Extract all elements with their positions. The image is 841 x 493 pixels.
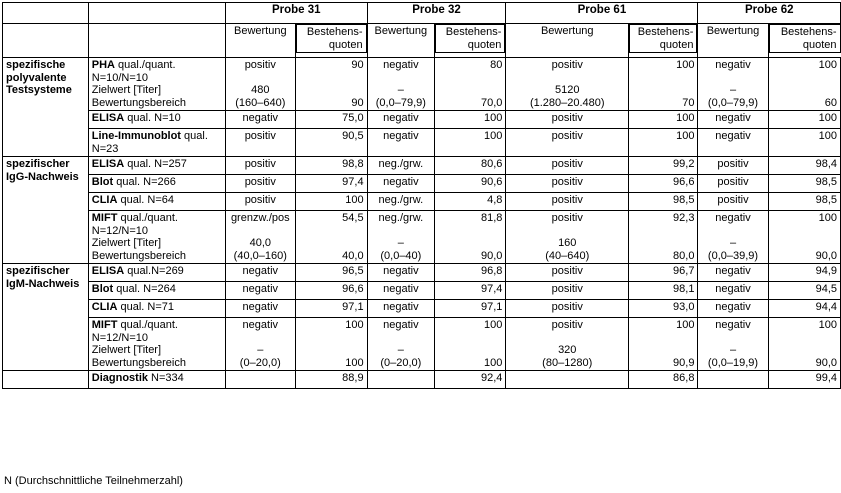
quoten-cell: 80 70,0 — [435, 58, 506, 111]
bewertung-cell: grenzw./pos 40,0 (40,0–160) — [225, 211, 295, 264]
table-row-diagnostik — [3, 371, 841, 389]
bewertung-cell: positiv — [698, 157, 768, 175]
quoten-cell: 100 90,9 — [629, 318, 698, 371]
quoten-cell: 97,4 — [295, 175, 367, 193]
table-row-clia3 — [3, 300, 841, 318]
quoten-cell: 97,4 — [435, 282, 506, 300]
table-row-blot3 — [3, 282, 841, 300]
bewertung-cell: positiv — [225, 175, 295, 193]
empty-cell — [367, 371, 435, 389]
probe-header: Probe 61 — [506, 3, 698, 24]
test-name-cell: CLIA qual. N=64 — [88, 193, 225, 211]
empty-cell — [698, 371, 768, 389]
empty-cell — [3, 371, 89, 389]
corner-cell — [3, 3, 89, 24]
table-row-mift2 — [3, 211, 841, 264]
table-row-elisa2 — [3, 157, 841, 175]
quoten-cell: 80,6 — [435, 157, 506, 175]
quoten-cell: 86,8 — [629, 371, 698, 389]
group-label: spezifische polyvalente Testsysteme — [3, 58, 89, 157]
bewertung-cell: negativ – (0,0–39,9) — [698, 211, 768, 264]
bewertung-cell: positiv 320 (80–1280) — [506, 318, 629, 371]
test-name-cell: PHA qual./quant. N=10/N=10 Zielwert [Titer] Bewertungsbereich — [88, 58, 225, 111]
quoten-cell: 100 — [629, 129, 698, 157]
table-row-pha — [3, 58, 841, 111]
bewertung-cell: positiv — [225, 129, 295, 157]
quoten-cell: 98,5 — [768, 175, 840, 193]
corner-cell — [88, 3, 225, 24]
bewertung-cell: positiv — [506, 282, 629, 300]
quoten-cell: 100 — [435, 111, 506, 129]
quoten-cell: 100 90,0 — [768, 211, 840, 264]
bewertung-cell: positiv — [698, 175, 768, 193]
bewertung-cell: positiv — [506, 300, 629, 318]
bewertung-cell: positiv — [506, 111, 629, 129]
bewertung-header: Bewertung — [367, 24, 435, 58]
bewertung-cell: negativ – (0,0–19,9) — [698, 318, 768, 371]
quoten-header: Bestehens- quoten — [629, 24, 697, 53]
quoten-cell: 90,5 — [295, 129, 367, 157]
bewertung-cell: negativ — [367, 129, 435, 157]
test-name-cell: CLIA qual. N=71 — [88, 300, 225, 318]
quoten-header: Bestehens- quoten — [435, 24, 505, 53]
quoten-cell: 90,6 — [435, 175, 506, 193]
quoten-cell: 90 90 — [295, 58, 367, 111]
bewertung-cell: positiv — [506, 193, 629, 211]
table-row-elisa1 — [3, 111, 841, 129]
quoten-cell: 100 100 — [295, 318, 367, 371]
test-name-cell: Blot qual. N=266 — [88, 175, 225, 193]
quoten-cell: 100 — [768, 129, 840, 157]
quoten-cell: 96,8 — [435, 264, 506, 282]
quoten-cell: 54,5 40,0 — [295, 211, 367, 264]
quoten-cell: 94,9 — [768, 264, 840, 282]
header-sub-row — [3, 24, 841, 58]
bewertung-cell: positiv 160 (40–640) — [506, 211, 629, 264]
quoten-cell: 100 — [629, 111, 698, 129]
test-name-cell: Blot qual. N=264 — [88, 282, 225, 300]
bewertung-cell: negativ — [367, 175, 435, 193]
quoten-header: Bestehens- quoten — [296, 24, 367, 53]
empty-cell — [506, 371, 629, 389]
bewertung-cell: positiv — [506, 264, 629, 282]
quoten-cell: 99,2 — [629, 157, 698, 175]
bewertung-cell: negativ — [225, 264, 295, 282]
quoten-cell: 97,1 — [435, 300, 506, 318]
bewertung-cell: negativ — [367, 264, 435, 282]
bewertung-cell: negativ — [698, 282, 768, 300]
bewertung-cell: negativ — [367, 111, 435, 129]
bewertung-cell: negativ — [698, 129, 768, 157]
bewertung-cell: negativ — [367, 282, 435, 300]
quoten-cell: 100 60 — [768, 58, 840, 111]
quoten-cell: 100 70 — [629, 58, 698, 111]
test-name-cell: Diagnostik N=334 — [88, 371, 225, 389]
quoten-cell: 94,5 — [768, 282, 840, 300]
quoten-cell: 96,6 — [295, 282, 367, 300]
table-row-blot2 — [3, 175, 841, 193]
quoten-cell: 88,9 — [295, 371, 367, 389]
table-row-mift3 — [3, 318, 841, 371]
results-table — [2, 2, 841, 389]
quoten-cell: 100 — [435, 129, 506, 157]
bewertung-cell: negativ – (0–20,0) — [367, 318, 435, 371]
quoten-cell: 96,5 — [295, 264, 367, 282]
bewertung-cell: negativ — [698, 300, 768, 318]
test-name-cell: MIFT qual./quant. N=12/N=10 Zielwert [Titer] Bewertungsbereich — [88, 318, 225, 371]
quoten-cell: 98,5 — [768, 193, 840, 211]
bewertung-cell: negativ – (0–20,0) — [225, 318, 295, 371]
quoten-cell: 98,1 — [629, 282, 698, 300]
bewertung-cell: neg./grw. – (0,0–40) — [367, 211, 435, 264]
results-table-wrapper — [2, 2, 841, 389]
test-name-cell: ELISA qual. N=257 — [88, 157, 225, 175]
group-label: spezifischer IgG-Nachweis — [3, 157, 89, 264]
bewertung-cell: negativ — [367, 300, 435, 318]
probe-header: Probe 31 — [225, 3, 367, 24]
bewertung-header: Bewertung — [698, 24, 768, 58]
test-name-cell: ELISA qual.N=269 — [88, 264, 225, 282]
quoten-cell: 98,5 — [629, 193, 698, 211]
header-probes-row — [3, 3, 841, 24]
bewertung-cell: neg./grw. — [367, 157, 435, 175]
bewertung-cell: negativ — [225, 282, 295, 300]
bewertung-cell: negativ — [698, 111, 768, 129]
corner-cell — [3, 24, 89, 58]
bewertung-cell: negativ — [225, 300, 295, 318]
quoten-cell: 92,4 — [435, 371, 506, 389]
quoten-cell: 81,8 90,0 — [435, 211, 506, 264]
quoten-cell: 4,8 — [435, 193, 506, 211]
probe-header: Probe 32 — [367, 3, 506, 24]
corner-cell — [88, 24, 225, 58]
bewertung-cell: positiv — [225, 157, 295, 175]
bewertung-cell: positiv 480 (160–640) — [225, 58, 295, 111]
table-row-elisa3 — [3, 264, 841, 282]
bewertung-cell: neg./grw. — [367, 193, 435, 211]
bewertung-cell: positiv — [506, 157, 629, 175]
bewertung-cell: positiv — [506, 175, 629, 193]
bewertung-cell: positiv 5120 (1.280–20.480) — [506, 58, 629, 111]
quoten-cell: 94,4 — [768, 300, 840, 318]
test-name-cell: Line-Immunoblot qual. N=23 — [88, 129, 225, 157]
bewertung-header: Bewertung — [225, 24, 295, 58]
probe-header: Probe 62 — [698, 3, 841, 24]
bewertung-cell: negativ – (0,0–79,9) — [367, 58, 435, 111]
bewertung-cell: negativ – (0,0–79,9) — [698, 58, 768, 111]
quoten-cell: 92,3 80,0 — [629, 211, 698, 264]
quoten-cell: 98,4 — [768, 157, 840, 175]
test-name-cell: ELISA qual. N=10 — [88, 111, 225, 129]
quoten-cell: 99,4 — [768, 371, 840, 389]
bewertung-header: Bewertung — [506, 24, 629, 58]
quoten-header: Bestehens- quoten — [769, 24, 841, 53]
table-row-lineblot — [3, 129, 841, 157]
quoten-cell: 97,1 — [295, 300, 367, 318]
footnote: N (Durchschnittliche Teilnehmerzahl) — [4, 475, 183, 487]
bewertung-cell: positiv — [506, 129, 629, 157]
bewertung-cell: positiv — [698, 193, 768, 211]
quoten-cell: 100 — [295, 193, 367, 211]
test-name-cell: MIFT qual./quant. N=12/N=10 Zielwert [Titer] Bewertungsbereich — [88, 211, 225, 264]
quoten-cell: 96,6 — [629, 175, 698, 193]
quoten-cell: 93,0 — [629, 300, 698, 318]
quoten-cell: 100 — [768, 111, 840, 129]
empty-cell — [225, 371, 295, 389]
bewertung-cell: negativ — [698, 264, 768, 282]
quoten-cell: 98,8 — [295, 157, 367, 175]
quoten-cell: 75,0 — [295, 111, 367, 129]
group-label: spezifischer IgM-Nachweis — [3, 264, 89, 371]
bewertung-cell: positiv — [225, 193, 295, 211]
bewertung-cell: negativ — [225, 111, 295, 129]
table-row-clia2 — [3, 193, 841, 211]
quoten-cell: 100 100 — [435, 318, 506, 371]
quoten-cell: 96,7 — [629, 264, 698, 282]
quoten-cell: 100 90,0 — [768, 318, 840, 371]
